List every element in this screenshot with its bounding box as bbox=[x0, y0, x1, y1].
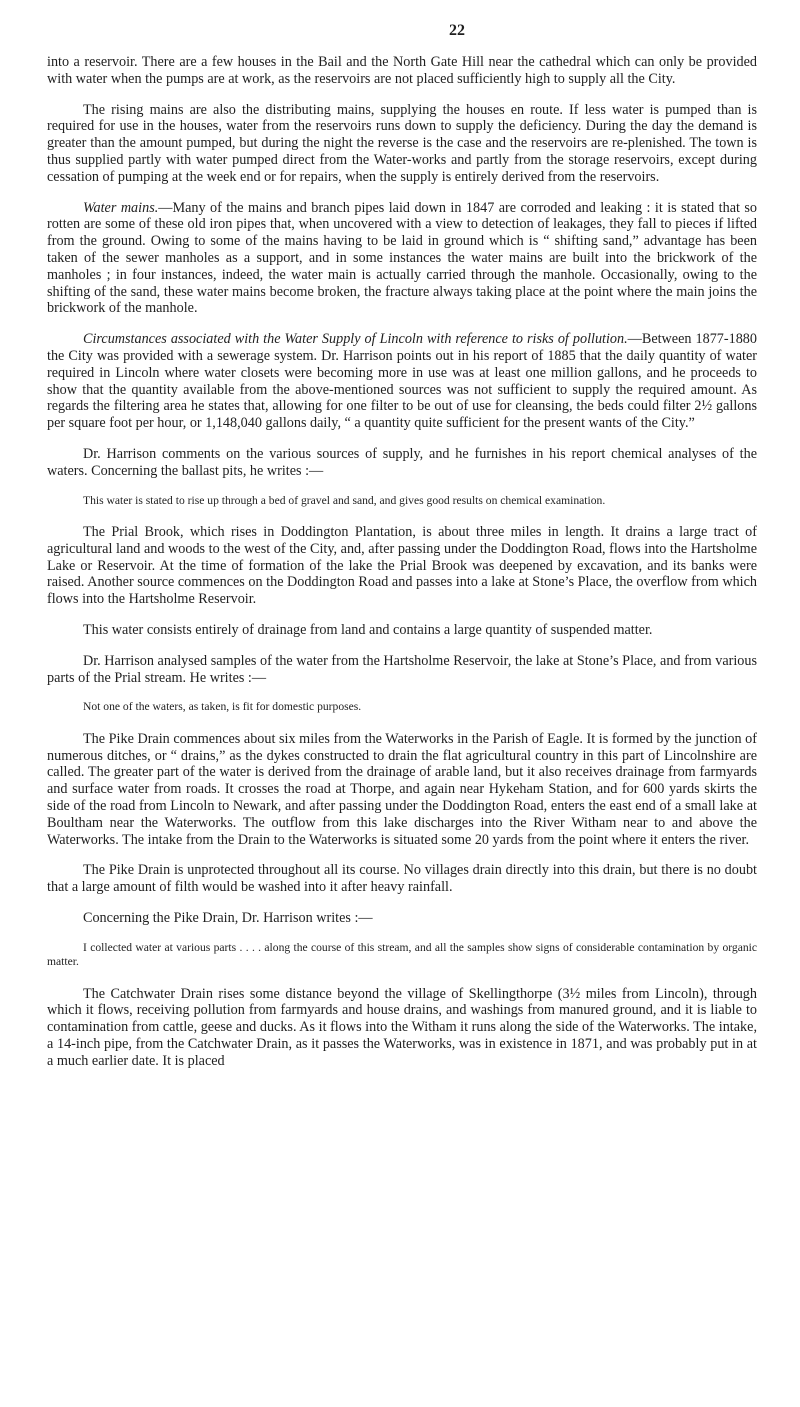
body-paragraph bbox=[47, 331, 757, 432]
paragraph-text: The Prial Brook, which rises in Doddington Plantation, is about three miles in length. It drains a large tract of agricultural land and woods to the west of the City, and, after passing under the Doddington Road, flows into the Hartsholme Lake or Reservoir. At the time of formation of the lake the Prial Brook was deepened by excavation, and its banks were raised. Another source commences on the Doddington Road and passes into a lake at Stone’s Place, the overflow from which flows into the Hartsholme Reservoir. bbox=[47, 523, 757, 608]
paragraph-text: The rising mains are also the distributing mains, supplying the houses en route. If less water is pumped than is required for use in the houses, water from the reservoirs runs down to supply the deficiency. During the day the demand is greater than the amount pumped, but during the night the reverse is the case and the reservoirs are re-plenished. The town is thus supplied partly with water pumped direct from the Water-works and partly from the storage reservoirs, except during cessation of pumping at the week end or for repairs, when the supply is entirely derived from the reservoirs. bbox=[47, 101, 757, 185]
paragraph-text: The Pike Drain commences about six miles from the Waterworks in the Parish of Eagle. It is formed by the junction of numerous ditches, or “ drains,” as the dykes constructed to drain the flat agricultural country in this part of Lincolnshire are called. The greater part of the water is derived from the drainage of arable land, but it also receives drainage from farmyards and surface water from roads. It crosses the road at Thorpe, and again near Hykeham Station, and for 600 yards skirts the side of the road from Lincoln to Newark, and after passing under the Doddington Road, enters the east end of a small lake at Boultham near the Waterworks. The outflow from this lake discharges into the River Witham near to and above the Waterworks. The intake from the Drain to the Waterworks is situated some 20 yards from the point where it enters the river. bbox=[47, 730, 757, 848]
body-paragraph bbox=[47, 622, 757, 639]
body-paragraph bbox=[47, 102, 757, 186]
block-quote: Not one of the waters, as taken, is fit for domestic purposes. bbox=[83, 700, 362, 714]
body-paragraph bbox=[47, 524, 757, 608]
paragraph-text: —Many of the mains and branch pipes laid down in 1847 are corroded and leaking : it is stated that so rotten are some of these old iron pipes that, when uncovered with a view to detection of leakages, they fall to pieces if lifted from the ground. Owing to some of the mains having to be laid in ground which is “ shifting sand,” advantage has been taken of the sewer manholes as a support, and in some instances the water mains are built into the brickwork of the manholes ; in four instances, indeed, the water main is actually carried through the manhole. Occasionally, owing to the shifting of the sand, these water mains become broken, the fracture always taking place at the point where the main joins the brickwork of the manhole. bbox=[47, 199, 758, 317]
body-paragraph bbox=[47, 986, 757, 1070]
body-paragraph bbox=[47, 446, 757, 480]
page-number: 22 bbox=[449, 22, 465, 39]
paragraph-text: Concerning the Pike Drain, Dr. Harrison writes :— bbox=[83, 909, 373, 926]
paragraph-text: Dr. Harrison comments on the various sources of supply, and he furnishes in his report chemical analyses of the waters. Concerning the ballast pits, he writes :— bbox=[47, 445, 757, 479]
paragraph-text: The Catchwater Drain rises some distance beyond the village of Skellingthorpe (3½ miles from Lincoln), through which it flows, receiving pollution from farmyards and house drains, and washings from manured ground, and it is liable to contamination from cattle, geese and ducks. As it flows into the Witham it runs along the side of the Waterworks. The intake, a 14-inch pipe, from the Catchwater Drain, as it passes the Waterworks, was in existence in 1871, and was probably put in at a much earlier date. It is placed bbox=[47, 985, 757, 1069]
body-paragraph bbox=[47, 200, 757, 318]
paragraph-text: into a reservoir. There are a few houses in the Bail and the North Gate Hill near the cathedral which can only be provided with water when the pumps are at work, as the reservoirs are not placed sufficiently high to supply all the City. bbox=[47, 54, 757, 87]
paragraph-text: The Pike Drain is unprotected throughout all its course. No villages drain directly into this drain, but there is no doubt that a large amount of filth would be washed into it after heavy rainfall. bbox=[47, 862, 757, 896]
paragraph-heading: Circumstances associated with the Water Supply of Lincoln with reference to risks of pollution. bbox=[83, 331, 628, 348]
paragraph-text: Dr. Harrison analysed samples of the water from the Hartsholme Reservoir, the lake at Stone’s Place, and from various parts of the Prial stream. He writes :— bbox=[47, 652, 757, 686]
body-paragraph bbox=[47, 731, 757, 849]
block-quote: This water is stated to rise up through a bed of gravel and sand, and gives good results on chemical examination. bbox=[83, 493, 606, 507]
body-paragraph bbox=[47, 653, 757, 687]
body-paragraph bbox=[47, 862, 757, 896]
document-body bbox=[47, 54, 757, 1069]
block-quote: I collected water at various parts . . . . along the course of this stream, and all the samples show signs of considerable contamination by organic matter. bbox=[47, 940, 757, 969]
paragraph-heading: Water mains. bbox=[83, 199, 159, 216]
paragraph-text: —Between 1877-1880 the City was provided with a sewerage system. Dr. Harrison points out in his report of 1885 that the daily quantity of water required in Lincoln where water closets were becoming more in use was at least one million gallons, and he proceeds to show that the quantity available from the above-mentioned sources was not sufficient to supply the required amount. As regards the filtering area he states that, allowing for one filter to be out of use for cleansing, the beds could filter 2½ gallons per square foot per hour, or 1,148,040 gallons daily, “ a quantity quite sufficient for the present wants of the City.” bbox=[47, 331, 757, 432]
body-paragraph bbox=[47, 910, 757, 927]
document-page bbox=[47, 22, 757, 1083]
paragraph-text: This water consists entirely of drainage from land and contains a large quantity of suspended matter. bbox=[83, 621, 653, 638]
body-paragraph bbox=[47, 54, 757, 88]
